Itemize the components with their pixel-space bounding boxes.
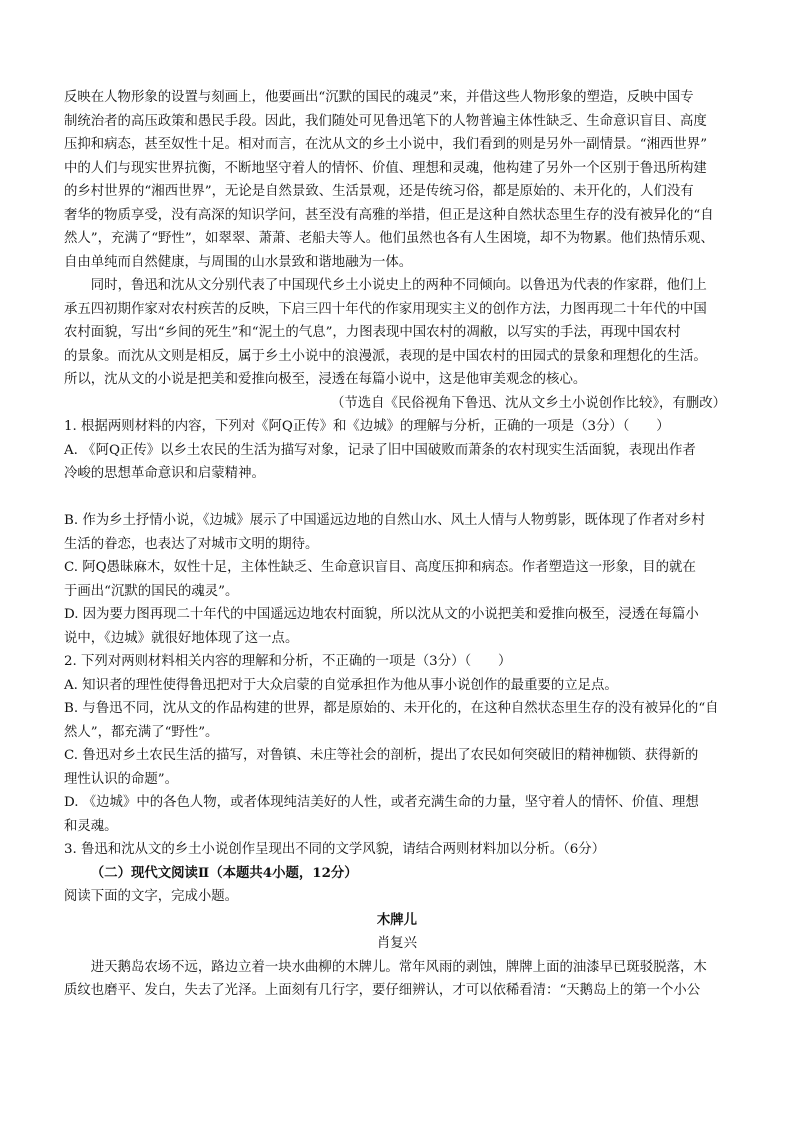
option-c: C. 鲁迅对乡土农民生活的描写，对鲁镇、未庄等社会的剖析，提出了农民如何突破旧的精神枷锁、获得新的 [64,748,699,763]
option-b: B. 作为乡土抒情小说，《边城》展示了中国遥远边地的自然山水、风土人情与人物剪影，既体现了作者对乡村 [64,513,706,528]
document-page [64,86,730,1003]
question-stem: 1. 根据两则材料的内容，下列对《阿Q正传》和《边城》的理解与分析，正确的一项是（3分）（ ） [64,419,670,434]
option-d-cont: 说中，《边城》就很好地体现了这一点。 [64,630,299,646]
paragraph-material-2 [64,274,730,392]
text-line: 质纹也磨平、发白，失去了光泽。上面刻有几行字，要仔细辨认，才可以依稀看清：“天鹅岛上的第一个小公 [64,983,701,998]
text-line: 的乡村世界的“湘西世界”，无论是自然景致、生活景观，还是传统习俗，都是原始的、未开化的，人们没有 [64,184,694,199]
blank-gap [64,486,730,510]
question-1 [64,415,730,650]
question-3-stem: 3. 鲁迅和沈从文的乡土小说创作呈现出不同的文学风貌，请结合两则材料加以分析。（6分） [64,842,606,857]
option-c: C. 阿Q愚昧麻木，奴性十足，主体性缺乏、生命意识盲目、高度压抑和病态。作者塑造这一形象，目的就在 [64,560,696,575]
text-line: 中的人们与现实世界抗衡，不断地坚守着人的情怀、价值、理想和灵魂，他构建了另外一个区别于鲁迅所构建 [64,160,707,176]
text-line: 所以，沈从文的小说是把美和爱推向极至，浸透在每篇小说中，这是他审美观念的核心。 [64,372,587,387]
option-c-cont: 理性认识的命题”。 [64,771,178,787]
text-line: 制统治者的高压政策和愚民手段。因此，我们随处可见鲁迅笔下的人物普遍主体性缺乏、生命意识盲目、高度 [64,113,707,129]
option-b-cont: 然人”，都充满了“野性”。 [64,724,219,740]
paragraph-material [64,86,730,274]
text-line: 自由单纯而自然健康，与周围的山水景致和谐地融为一体。 [64,254,413,270]
text-line: 的景象。而沈从文则是相反，属于乡土小说中的浪漫派，表现的是中国农村的田园式的景象和理想化的生活。 [64,348,707,364]
text-line: 奢华的物质享受，没有高深的知识学问，甚至没有高雅的举措，但正是这种自然状态里生存的没有被异化的“自 [64,207,714,223]
text-line: 同时，鲁迅和沈从文分别代表了中国现代乡土小说史上的两种不同倾向。以鲁迅为代表的作家群，他们上 [90,278,707,293]
text-line: 反映在人物形象的设置与刻画上，他要画出“沉默的国民的魂灵”来，并借这些人物形象的塑造，反映中国专 [64,90,694,105]
option-d-cont: 和灵魂。 [64,818,118,834]
question-stem: 2. 下列对两则材料相关内容的理解和分析，不正确的一项是（3分）（ ） [64,654,512,669]
text-line: 农村面貌，写出“乡间的死生”和“泥土的气息”，力图表现中国农村的凋敝，以写实的手法，再现中国农村 [64,325,681,340]
question-2 [64,650,730,838]
story-author: 肖复兴 [376,936,418,951]
option-d: D. 因为要力图再现二十年代的中国遥远边地农村面貌，所以沈从文的小说把美和爱推向极至，浸透在每篇小 [64,607,699,622]
option-a-cont: 冷峻的思想革命意识和启蒙精神。 [64,466,265,481]
text-line: 进天鹅岛农场不远，路边立着一块水曲柳的木牌儿。常年风雨的剥蚀，牌牌上面的油漆早已斑驳脱落，木 [90,959,707,975]
option-a: A. 《阿Q正传》以乡土农民的生活为描写对象，记录了旧中国破败而萧条的农村现实生活面貌，表现出作者 [64,442,696,458]
option-b-cont: 生活的眷恋，也表达了对城市文明的期待。 [64,536,319,552]
instruction: 阅读下面的文字，完成小题。 [64,889,239,904]
option-a: A. 知识者的理性使得鲁迅把对于大众启蒙的自觉承担作为他从事小说创作的最重要的立足点。 [64,677,618,693]
text-line: 压抑和病态，甚至奴性十足。相对而言，在沈从文的乡土小说中，我们看到的则是另外一副情景。“湘西世界” [64,137,708,152]
option-c-cont: 于画出“沉默的国民的魂灵”。 [64,583,239,599]
source-citation: （节选自《民俗视角下鲁迅、沈从文乡土小说创作比较》，有删改） [330,395,726,411]
option-d: D. 《边城》中的各色人物，或者体现纯洁美好的人性，或者充满生命的力量，坚守着人的情怀、价值、理想 [64,795,699,810]
option-b: B. 与鲁迅不同，沈从文的作品构建的世界，都是原始的、未开化的，在这种自然状态里生存的没有被异化的“自 [64,701,719,716]
section-heading: （二）现代文阅读Ⅱ（本题共4小题，12分） [90,864,358,881]
story-title: 木牌儿 [376,911,418,928]
text-line: 承五四初期作家对农村疾苦的反映，下启三四十年代的作家用现实主义的创作方法，力图再现二十年代的中国 [64,301,707,317]
text-line: 然人”，充满了“野性”，如翠翠、萧萧、老船夫等人。他们虽然也各有人生困境，却不为物累。他们热情乐观、 [64,231,714,246]
story-text [64,956,730,1003]
